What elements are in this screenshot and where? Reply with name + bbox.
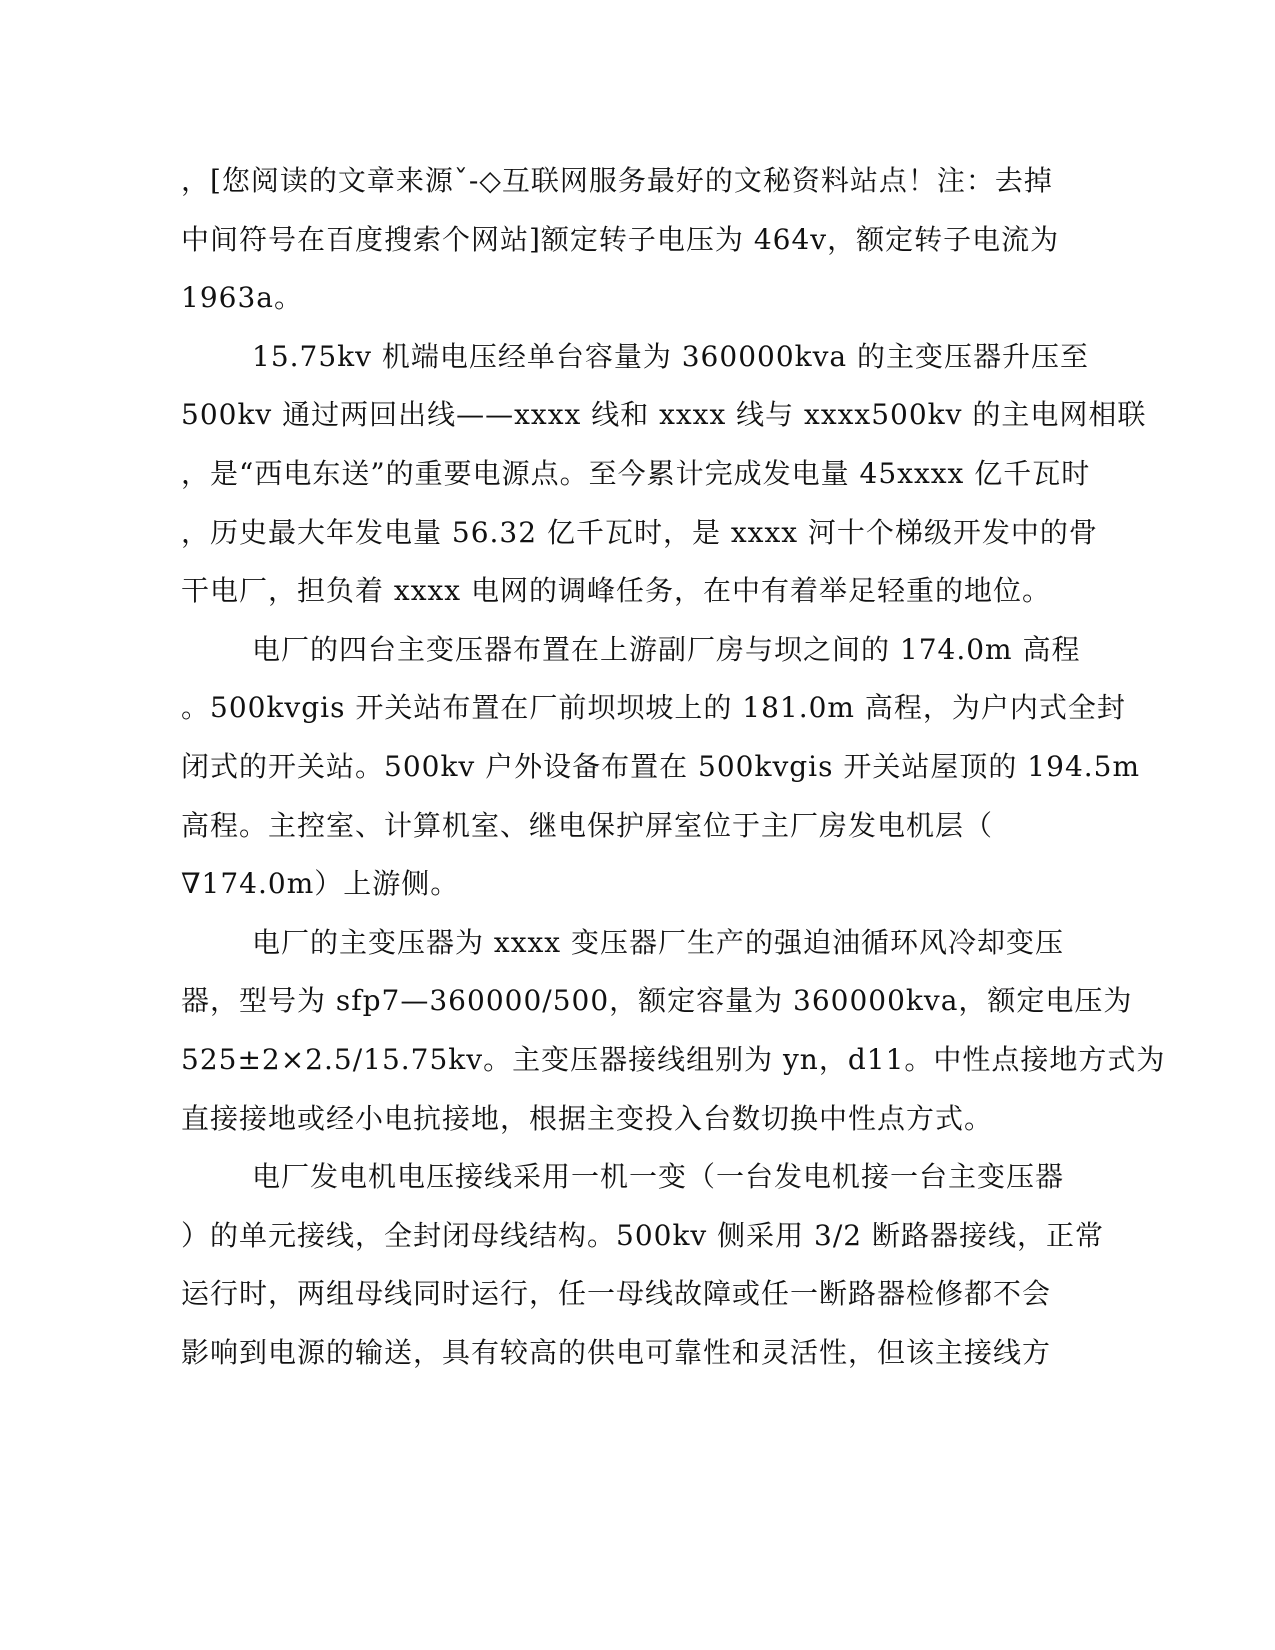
text-line: 中间符号在百度搜索个网站]额定转子电压为 464v，额定转子电流为 xyxy=(181,222,1060,256)
text-line: ∇174.0m）上游侧。 xyxy=(181,867,460,901)
text-line: ，[您阅读的文章来源ˇ-◇互联网服务最好的文秘资料站点！注：去掉 xyxy=(181,164,1053,197)
text-line: 器，型号为 sfp7—360000/500，额定容量为 360000kva，额定电压为 xyxy=(181,984,1133,1018)
text-line: ，历史最大年发电量 56.32 亿千瓦时，是 xxxx 河十个梯级开发中的骨 xyxy=(181,515,1098,549)
text-line: 。500kvgis 开关站布置在厂前坝坝坡上的 181.0m 高程，为户内式全封 xyxy=(181,691,1126,725)
text-line: 525±2×2.5/15.75kv。主变压器接线组别为 yn，d11。中性点接地方式为 xyxy=(181,1042,1166,1076)
text-line: 直接接地或经小电抗接地，根据主变投入台数切换中性点方式。 xyxy=(181,1101,994,1135)
document-body xyxy=(181,152,1166,1382)
text-line: 1963a。 xyxy=(181,281,303,315)
text-line: 500kv 通过两回出线——xxxx 线和 xxxx 线与 xxxx500kv 的主电网相联 xyxy=(181,398,1147,432)
text-line: 干电厂，担负着 xxxx 电网的调峰任务，在中有着举足轻重的地位。 xyxy=(181,574,1051,608)
paragraph-first-line: 电厂的主变压器为 xxxx 变压器厂生产的强迫油循环风冷却变压 xyxy=(252,925,1064,959)
paragraph-first-line: 电厂的四台主变压器布置在上游副厂房与坝之间的 174.0m 高程 xyxy=(252,632,1081,666)
text-line: ，是“西电东送”的重要电源点。至今累计完成发电量 45xxxx 亿千瓦时 xyxy=(181,456,1091,490)
paragraph-first-line: 15.75kv 机端电压经单台容量为 360000kva 的主变压器升压至 xyxy=(252,339,1090,373)
paragraph-first-line: 电厂发电机电压接线采用一机一变（一台发电机接一台主变压器 xyxy=(252,1160,1065,1194)
text-line: 高程。主控室、计算机室、继电保护屏室位于主厂房发电机层（ xyxy=(181,808,994,842)
text-line: 运行时，两组母线同时运行，任一母线故障或任一断路器检修都不会 xyxy=(181,1277,1052,1311)
text-line: 影响到电源的输送，具有较高的供电可靠性和灵活性，但该主接线方 xyxy=(181,1335,1052,1369)
text-line: 闭式的开关站。500kv 户外设备布置在 500kvgis 开关站屋顶的 194.5m xyxy=(181,749,1141,783)
text-line: ）的单元接线，全封闭母线结构。500kv 侧采用 3/2 断路器接线，正常 xyxy=(181,1218,1104,1252)
